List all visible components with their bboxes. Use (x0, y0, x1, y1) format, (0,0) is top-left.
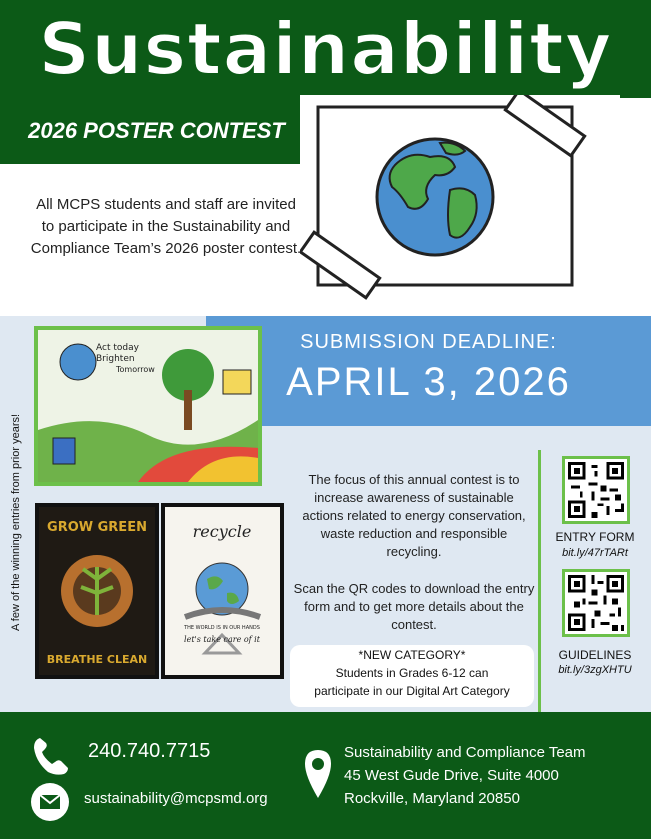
phone-number[interactable]: 240.740.7715 (88, 740, 211, 762)
intro-text: All MCPS students and staff are invited to participate in the Sustainability and Compliance Team’s 2026 poster contest. (30, 196, 302, 257)
new-category-line2: participate in our Digital Art Category (314, 684, 510, 698)
scan-instructions: Scan the QR codes to download the entry form and to get more details about the contest. (293, 581, 535, 632)
gallery-caption: A few of the winning entries from prior years! (10, 413, 22, 631)
email-icon (30, 782, 70, 822)
art3-text-top: recycle (192, 522, 252, 541)
phone-icon (30, 734, 74, 778)
address-line-3: Rockville, Maryland 20850 (344, 790, 520, 807)
contest-subtitle: 2026 POSTER CONTEST (28, 118, 285, 143)
entry-form-link[interactable]: bit.ly/47rTARt (562, 547, 628, 559)
art2-text-top: GROW GREEN (47, 520, 147, 535)
location-pin-icon (303, 748, 333, 800)
new-category-line1: Students in Grades 6-12 can (335, 666, 489, 680)
entry-form-qr-code-icon[interactable] (562, 456, 630, 524)
address-line-1: Sustainability and Compliance Team (344, 744, 586, 761)
deadline-label: SUBMISSION DEADLINE: (300, 331, 557, 353)
entry-form-label: ENTRY FORM (555, 530, 635, 544)
email-address[interactable]: sustainability@mcpsmd.org (84, 790, 268, 807)
earth-illustration (300, 95, 620, 315)
address-line-2: 45 West Gude Drive, Suite 4000 (344, 767, 559, 784)
art1-text-2: Brighten (96, 354, 135, 364)
artwork-recycle (161, 503, 284, 679)
art2-text-bottom: BREATHE CLEAN (46, 653, 148, 666)
guidelines-label: GUIDELINES (558, 648, 632, 662)
deadline-date: APRIL 3, 2026 (286, 360, 571, 404)
artwork-act-today (34, 326, 262, 486)
guidelines-qr-code-icon[interactable] (562, 569, 630, 637)
art3-text-bottom: let's take care of it (184, 635, 260, 644)
contest-focus-text: The focus of this annual contest is to increase awareness of sustainable actions related to energy conservation, waste reduction and responsible recycling. (302, 472, 526, 559)
earth-icon (300, 95, 620, 315)
guidelines-link[interactable]: bit.ly/3zgXHTU (558, 664, 632, 676)
poster-title: Sustainability (38, 7, 613, 91)
art3-text-mid: THE WORLD IS IN OUR HANDS (184, 625, 260, 631)
artwork-grow-green (35, 503, 159, 679)
art1-text-1: Act today (96, 343, 139, 353)
new-category-heading: *NEW CATEGORY* (358, 648, 466, 662)
art1-text-3: Tomorrow (116, 365, 155, 374)
